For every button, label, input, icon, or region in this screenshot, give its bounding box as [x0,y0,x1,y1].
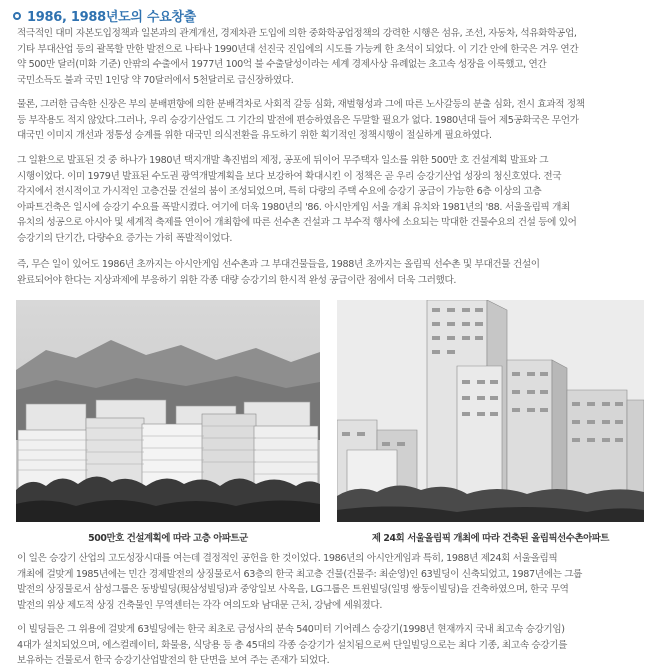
paragraph-line: 각지에서 전시적이고 가시적인 고층건물 건설의 붐이 조성되었으며, 특히 다량의 주택 수요에 승강기 공급이 가능한 6층 이상의 고층 [17,186,542,198]
paragraph-line: 4대가 설치되었으며, 에스컬레이터, 화물용, 식당용 등 총 45대의 각종 승강기가 설치됨으로써 단일빌딩으로는 최다 기종, 최고속 승강기를 [17,639,568,651]
paragraph-line: 승강기의 단기간, 다량수요 증가는 가히 폭발적이었다. [17,232,233,244]
paragraph-6 [17,622,647,669]
photo-caption-left: 500만호 건설계획에 따라 고층 아파트군 [88,533,248,544]
paragraph-5 [17,551,647,613]
circle-bullet-icon [13,12,21,20]
paragraph-2 [17,97,647,144]
paragraph-line: 개최에 걸맞게 1985년에는 민간 경제발전의 상징물로서 63층의 한국 최고층 건물(건물주: 최순영)인 63빌딩이 신축되었고, 1987년에는 그룹 [17,568,583,580]
paragraph-line: 발전의 상징물로서 삼성그룹은 동방빌딩(現삼성빌딩)과 중앙일보 사옥을, LG그룹은 트윈빌딩(일명 쌍둥이빌딩)을 건축하였으며, 한국 무역 [17,584,569,596]
paragraph-line: 보유하는 건물로서 한국 승강기산업발전의 한 단면을 보여 주는 존재가 되었다. [17,655,330,667]
paragraph-line: 유치의 성공으로 아시아 및 세계적 축제를 연이어 개최함에 따른 선수촌 건설과 그 부수적 행사에 소요되는 막대한 건물수요의 건설 등에 있어 [17,217,577,229]
apartment-complex-photo [16,300,320,522]
paragraph-line: 약 500만 달러(미화 기준) 안팎의 수출에서 1977년 100억 불 수출달성이라는 세계 경제사상 유례없는 초고속 성장을 이룩했고, 연간 [17,59,547,71]
paragraph-line: 이 빌딩들은 그 위용에 걸맞게 63빌딩에는 한국 최초로 금성사의 분속 540미터 기어레스 승강기(1998년 현재까지 국내 최고속 승강기임) [17,624,565,635]
paragraph-3 [17,153,647,247]
section-heading [13,6,196,25]
paragraph-line: 국민소득도 불과 국민 1인당 약 70달러에서 5천달러로 급신장하였다. [17,74,294,86]
paragraph-line: 완료되어야 한다는 지상과제에 부응하기 위한 각종 대량 승강기의 한시적 완성 공급이란 점에서 더욱 그러했다. [17,274,457,286]
paragraph-4 [17,257,647,288]
photo-caption-right: 제 24회 서울올림픽 개최에 따라 건축된 올림픽선수촌아파트 [371,533,610,544]
paragraph-line: 아파트건축은 일시에 승강기 수요를 폭발시켰다. 여기에 더욱 1980년의 '86. 아시안게임 서울 개최 유치와 1981년의 '88. 서울올림픽 개최 [17,201,570,213]
section-title: 1986, 1988년도의 수요창출 [27,10,196,25]
paragraph-line: 즉, 무슨 일이 있어도 1986년 초까지는 아시안게임 선수촌과 그 부대건물들을, 1988년 초까지는 올림픽 선수촌 및 부대건물 건설이 [17,259,540,270]
paragraph-line: 등 부작용도 적지 않았다.그러나, 우리 승강기산업도 그 기간의 발전에 편승하였음은 두말할 필요가 없다. 1980년대 들어 제5공화국은 무언가 [17,114,579,126]
paragraph-line: 이 일은 승강기 산업의 고도성장시대를 여는데 결정적인 공헌을 한 것이었다. 1986년의 아시안게임과 특히, 1988년 제24회 서울올림픽 [17,553,558,564]
paragraph-line: 대국민 이미지 개선과 정통성 승계를 위한 대국민 의식전환을 유도하기 위한 획기적인 정책시행이 절실하게 필요하였다. [17,130,492,142]
paragraph-line: 기타 부대산업 등의 괄목할 만한 발전으로 나타나 1990년대 선진국 진입에의 시도를 가능케 한 초석이 되었다. 이 기간 안에 한국은 겨우 연간 [17,43,579,55]
paragraph-line: 발전의 위상 제도적 상징 건축물인 무역센터는 각각 여의도와 남대문 근처, 강남에 세워졌다. [17,599,383,611]
paragraph-1 [17,26,647,88]
paragraph-line: 물론, 그러한 급속한 신장은 부의 분배편향에 의한 분배격차로 사회적 갈등 심화, 재벌형성과 그에 따른 노사갈등의 분출 심화, 전시 효과적 정책 [17,99,585,110]
paragraph-line: 시행이었다. 이미 1979년 발표된 수도권 광역개발계획을 보다 보강하여 확대시킨 이 정책은 곧 우리 승강기산업 성장의 청신호였다. 전국 [17,170,562,182]
olympic-village-photo [337,300,644,522]
paragraph-line: 적극적인 대미 자본도입정책과 일본과의 관계개선, 경제차관 도입에 의한 중화학공업정책의 강력한 시행은 섬유, 조선, 자동차, 석유화학공업, [17,28,577,39]
paragraph-line: 그 일환으로 발표된 것 중 하나가 1980년 택지개발 촉진법의 제정, 공포에 뒤이어 무주택자 일소를 위한 500만 호 건설계획 발표와 그 [17,155,549,166]
